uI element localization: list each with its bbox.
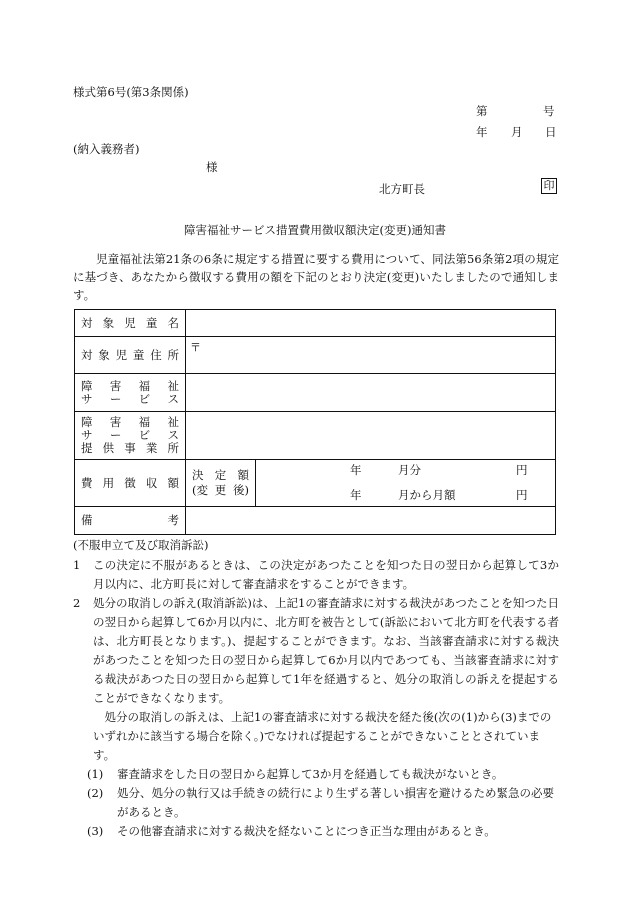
child-address-label bbox=[75, 337, 186, 374]
service-value bbox=[186, 374, 556, 412]
sub-text: 審査請求をした日の翌日から起算して3か月を経過しても裁決がないとき。 bbox=[117, 767, 504, 781]
label-char: 費 bbox=[81, 475, 93, 490]
child-name-value bbox=[186, 310, 556, 337]
label-char: 額 bbox=[167, 475, 179, 490]
item-text: 処分の取消しの訴え(取消訴訟)は、上記1の審査請求に対する裁決があつたことを知つた日の翌日から起算して6か月以内に、北方町を被告として(訴訟において北方町を代表する者は、北方町長となります。)、提起することができます。なお、当該審査請求に対する裁決があつたことを知つた日の翌日から起算して6か月以内であつても、当該審査請求に対する裁決があつた日の翌日から起算して1年を経過すると、処分の取消しの訴えを提起することができなくなります。 bbox=[93, 596, 559, 705]
label-char: 住 bbox=[150, 347, 162, 362]
label-char: ビ bbox=[138, 428, 151, 442]
label-chars bbox=[75, 317, 185, 330]
provider-value bbox=[186, 412, 556, 460]
row2-yen: 円 bbox=[516, 488, 528, 502]
payer-label: (納入義務者) bbox=[73, 142, 140, 156]
item-text: この決定に不服があるときは、この決定があつたことを知つた日の翌日から起算して3か月以内に、北方町長に対して審査請求をすることができます。 bbox=[93, 558, 559, 591]
label-char: 収 bbox=[145, 475, 158, 490]
label-line bbox=[192, 483, 249, 498]
issuer: 北方町長 bbox=[379, 182, 425, 196]
label-char: 事 bbox=[124, 441, 136, 455]
label-char: 額 bbox=[237, 468, 249, 482]
sub-text: その他審査請求に対する裁決を経ないことにつき正当な理由があるとき。 bbox=[117, 824, 496, 838]
label-char: 定 bbox=[214, 468, 227, 482]
date-year: 年 bbox=[476, 125, 488, 139]
intro-paragraph: 児童福祉法第21条の6条に規定する措置に要する費用について、同法第56条第2項の規定に基づき、あなたから徴収する費用の額を下記のとおり決定(変更)いたしましたので通知します。 bbox=[73, 252, 559, 302]
remarks-value bbox=[186, 507, 556, 535]
label-char: 対 bbox=[81, 315, 93, 330]
label-char: 児 bbox=[124, 315, 136, 330]
appeal-notes bbox=[73, 556, 559, 841]
date-month: 月 bbox=[511, 125, 523, 139]
label-chars bbox=[75, 514, 185, 527]
seal-mark: 印 bbox=[541, 178, 557, 194]
label-char: 所 bbox=[167, 347, 179, 362]
number-go: 号 bbox=[543, 104, 555, 118]
label-chars bbox=[75, 349, 185, 362]
label-char: サ bbox=[81, 428, 93, 442]
label-char: ー bbox=[109, 391, 122, 406]
sub-number: (1) bbox=[87, 767, 104, 781]
label-char: 更 bbox=[214, 483, 227, 497]
label-char: 後) bbox=[233, 483, 249, 497]
item-number: 2 bbox=[73, 596, 81, 610]
label-line bbox=[81, 380, 179, 393]
label-char: ス bbox=[167, 428, 179, 442]
label-char: 児 bbox=[115, 347, 128, 362]
sub-number: (3) bbox=[87, 824, 104, 838]
label-char: 障 bbox=[81, 378, 93, 393]
row1-month: 月分 bbox=[398, 463, 421, 477]
row1-yen: 円 bbox=[516, 463, 528, 477]
child-name-label bbox=[75, 310, 186, 337]
row2-month: 月から月額 bbox=[398, 488, 456, 502]
child-address-value bbox=[186, 337, 556, 374]
sub-item-2 bbox=[87, 784, 559, 822]
label-char: 害 bbox=[109, 415, 122, 429]
label-char: (変 bbox=[192, 483, 208, 497]
fee-label bbox=[75, 460, 186, 507]
label-char: 供 bbox=[102, 441, 115, 455]
label-char: 考 bbox=[167, 513, 179, 527]
appeal-heading: (不服申立て及び取消訴訟) bbox=[73, 538, 209, 552]
label-char: ス bbox=[167, 391, 179, 406]
sub-text: 処分、処分の執行又は手続きの続行により生ずる著しい損害を避けるため緊急の必要があるとき。 bbox=[117, 786, 554, 819]
notice-table bbox=[74, 309, 556, 535]
row1-year: 年 bbox=[350, 463, 362, 477]
honorific: 様 bbox=[206, 160, 218, 174]
remarks-label bbox=[75, 507, 186, 535]
label-char: 業 bbox=[145, 441, 158, 455]
label-char: 所 bbox=[167, 441, 179, 455]
label-chars bbox=[75, 477, 185, 490]
label-char: 祉 bbox=[167, 415, 179, 429]
row2-year: 年 bbox=[350, 488, 362, 502]
label-char: 祉 bbox=[167, 378, 179, 393]
provider-label bbox=[75, 412, 186, 460]
label-line bbox=[81, 442, 179, 455]
label-char: ビ bbox=[138, 391, 151, 406]
fee-value bbox=[186, 460, 556, 507]
decided-amount-label bbox=[186, 460, 256, 506]
label-char: 提 bbox=[81, 441, 93, 455]
amount-row-2 bbox=[256, 487, 555, 503]
label-char: 象 bbox=[98, 347, 110, 362]
label-char: 童 bbox=[132, 347, 145, 362]
appeal-item-1 bbox=[73, 556, 559, 594]
label-char: 童 bbox=[145, 315, 158, 330]
label-char: 害 bbox=[109, 378, 122, 393]
label-char: 名 bbox=[167, 315, 179, 330]
label-char: ー bbox=[109, 428, 122, 442]
label-line bbox=[81, 416, 179, 429]
form-number: 様式第6号(第3条関係) bbox=[73, 85, 189, 99]
label-char: 徴 bbox=[124, 475, 136, 490]
appeal-item-2-continued: 処分の取消しの訴えは、上記1の審査請求に対する裁決を経た後(次の(1)から(3)までのいずれかに該当する場合を除く。)でなければ提起することができないこととされています。 bbox=[93, 710, 552, 762]
appeal-item-2 bbox=[73, 594, 559, 708]
document-title: 障害福祉サービス措置費用徴収額決定(変更)通知書 bbox=[184, 223, 446, 237]
label-lines bbox=[75, 380, 185, 406]
label-char: 福 bbox=[138, 378, 151, 393]
label-char: 対 bbox=[81, 347, 93, 362]
sub-number: (2) bbox=[87, 786, 104, 800]
label-char: 福 bbox=[138, 415, 151, 429]
label-lines bbox=[75, 416, 185, 455]
label-char: 障 bbox=[81, 415, 93, 429]
amount-lines bbox=[256, 460, 555, 506]
label-char: 用 bbox=[102, 475, 115, 490]
label-char: 決 bbox=[192, 468, 204, 482]
item-number: 1 bbox=[73, 558, 81, 572]
postal-mark: 〒 bbox=[190, 341, 201, 354]
amount-row-1 bbox=[256, 462, 555, 478]
label-line bbox=[81, 393, 179, 406]
number-dai: 第 bbox=[476, 104, 488, 118]
label-line bbox=[192, 468, 249, 483]
sub-item-3 bbox=[87, 822, 559, 841]
service-label bbox=[75, 374, 186, 412]
label-char: 象 bbox=[102, 315, 115, 330]
label-char: サ bbox=[81, 391, 93, 406]
sub-item-1 bbox=[87, 765, 559, 784]
label-char: 備 bbox=[81, 513, 93, 527]
date-day: 日 bbox=[545, 125, 557, 139]
